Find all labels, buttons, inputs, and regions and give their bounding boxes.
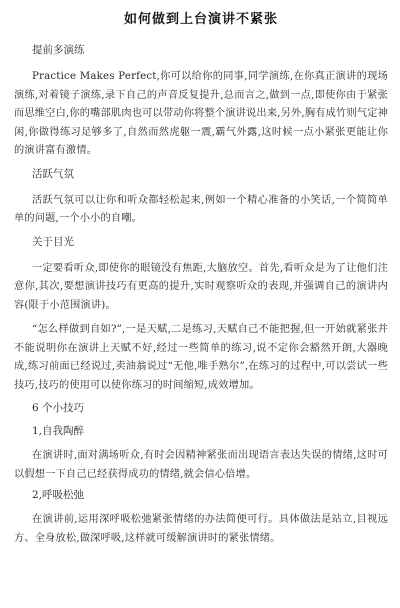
paragraph-eye-contact: 一定要看听众,即使你的眼镜没有焦距,大脑放空。首先,看听众是为了让他们注意你,其次,要想演讲技巧有更高的提升,实时观察听众的表现,并强调自己的演讲内容(限于小范围演讲)。 [14, 262, 388, 311]
paragraph-breathing: 在演讲前,运用深呼吸松弛紧张情绪的办法简便可行。具体做法是站立,目视远方、全身放松,做深呼吸,这样就可缓解演讲时的紧张情绪。 [14, 514, 388, 544]
section-heading-six-tips: 6 个小技巧 [32, 402, 85, 414]
page-title: 如何做到上台演讲不紧张 [123, 12, 278, 27]
paragraph-self-intoxication: 在演讲时,面对满场听众,有时会因精神紧张而出现语言表达失误的情绪,这时可以假想一下自己已经获得成功的情绪,就会信心倍增。 [14, 450, 388, 480]
tip-heading-breathing: 2,呼吸松弛 [32, 489, 85, 501]
paragraph-atmosphere: 活跃气氛可以让你和听众都轻松起来,例如一个精心准备的小笑话,一个简简单单的问题,一个小小的自嘲。 [14, 194, 388, 224]
paragraph-practice: Practice Makes Perfect,你可以给你的同事,同学演练,在你真正演讲的现场演练,对着镜子演练,录下自己的声音反复提升,总而言之,做到一点,即使你由于紧张而思维空白,你的嘴部肌肉也可以带动你将整个演讲说出来,另外,胸有成竹则气定神闲,你做得练习足够多了,自然而然虎躯一震,霸气外露,这时候一点小紧张更能让你的演讲富有激情。 [14, 71, 388, 156]
section-heading-practice: 提前多演练 [32, 44, 85, 56]
section-heading-eye-contact: 关于目光 [32, 235, 74, 248]
paragraph-talent-practice: “怎么样做到自如?”,一是天赋,二是练习,天赋自己不能把握,但一开始就紧张并不能说明你在演讲上天赋不好,经过一些简单的练习,说不定你会豁然开朗,大器晚成,练习前面已经说过,卖油翁说过“无他,唯手熟尔”,在练习的过程中,可以尝试一些技巧,技巧的使用可以使你练习的时间缩短,成效增加。 [14, 324, 388, 391]
section-heading-atmosphere: 活跃气氛 [32, 167, 74, 180]
tip-heading-self-intoxication: 1,自我陶醉 [32, 425, 85, 437]
